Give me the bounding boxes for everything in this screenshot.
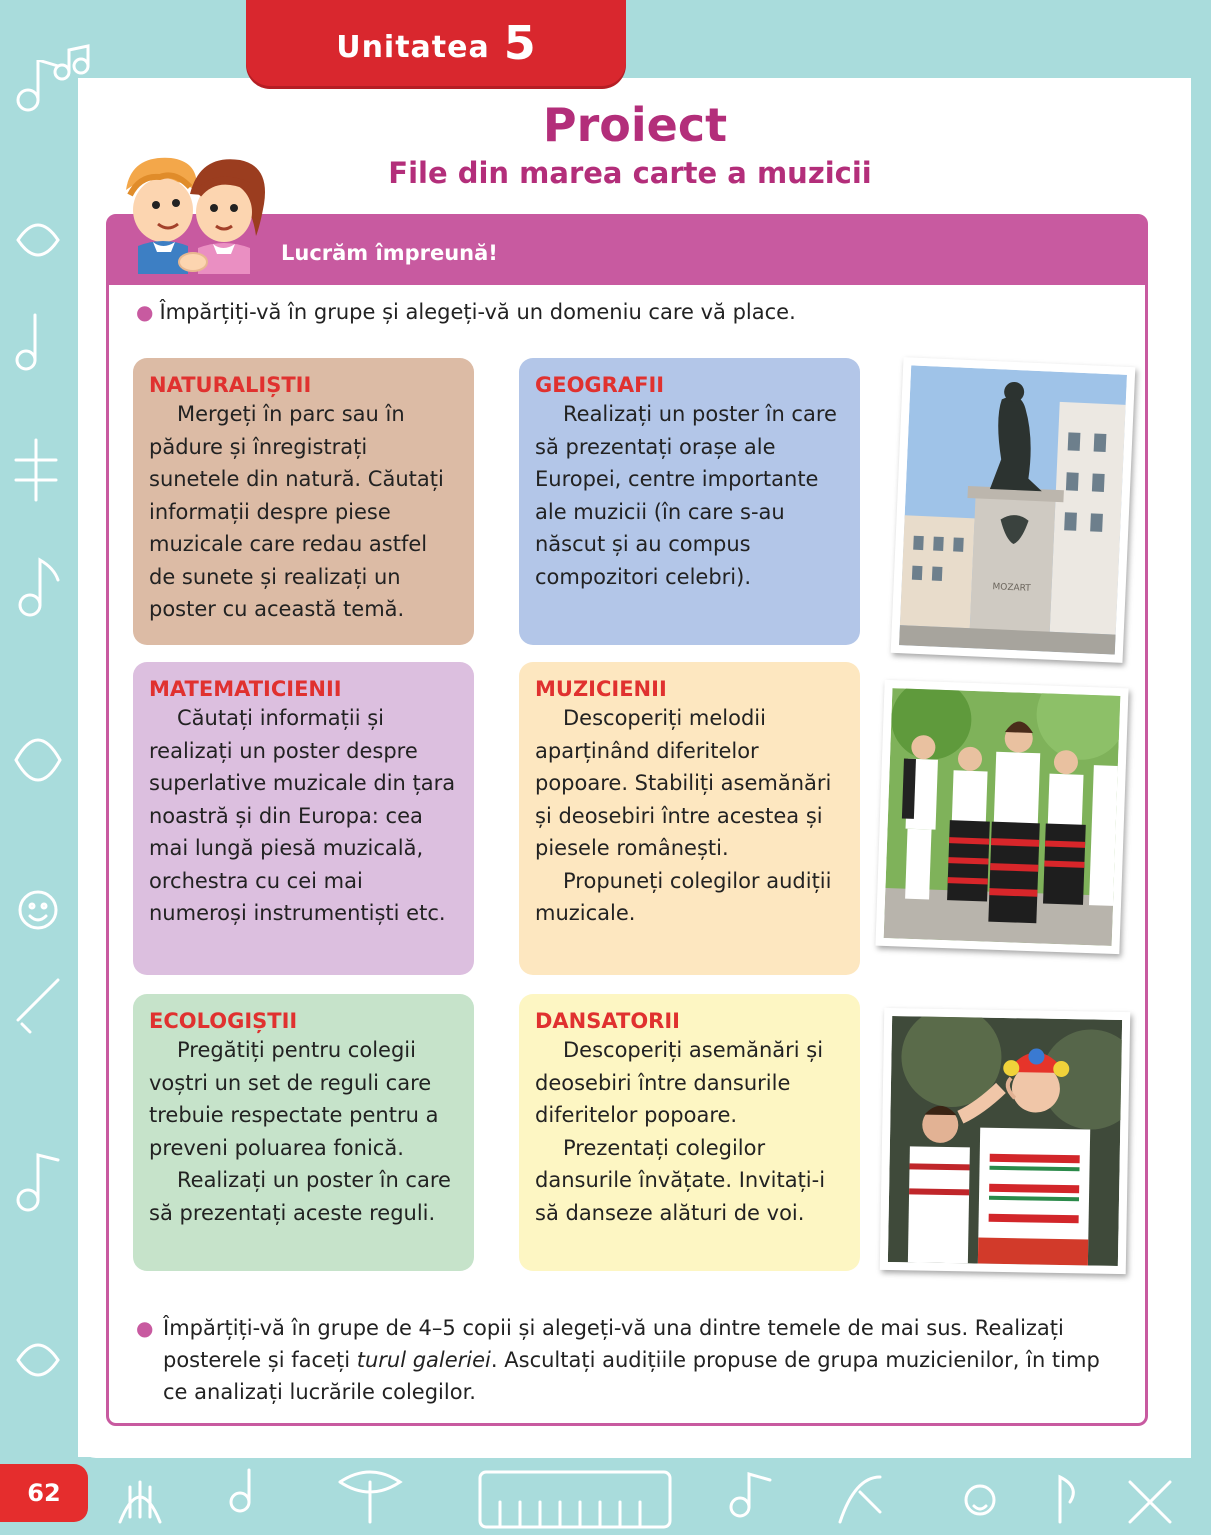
card-text: Realizați un poster în care să prezentați orașe ale Europei, centre importante ale muzicii (în care s-au născut și au compus compozitori celebri). [535,402,837,589]
unit-number: 5 [503,16,536,70]
closing-text-end: . Ascultați audițiile propuse de grupa muzicienilor, în timp ce analizați lucrările colegilor. [163,1348,1100,1404]
card-title: DANSATORII [535,1009,680,1033]
children-illustration-icon [118,150,268,279]
statue-plaque-text: MOZART [992,582,1031,594]
frame-right [1191,0,1211,1535]
photo-folk-singers [875,680,1128,954]
intro-text: Împărțiți-vă în grupe și alegeți-vă un domeniu care vă place. [159,300,796,324]
card-dansatorii [519,994,860,1271]
closing-text-start: Împărțiți-vă în grupe de 4–5 copii și alegeți-vă una dintre temele de mai sus. Realizați posterele și faceți [163,1316,1064,1372]
closing-instruction [136,1312,1121,1408]
card-text: Pregătiți pentru colegii voștri un set de reguli care trebuie respectate pentru a preveni poluarea fonică. [149,1038,439,1160]
card-naturalistii [133,358,474,645]
photo-folk-dancers [880,1008,1131,1274]
card-text: Propuneți colegilor audiții muzicale. [535,868,832,925]
card-text: Căutați informații și realizați un poster despre superlative muzicale din țara noastră și din Europa: cea mai lungă piesă muzicală, orchestra cu cei mai numeroși instrumentiști etc. [149,706,456,925]
page-subtitle: File din marea carte a muzicii [388,156,872,190]
card-text: Mergeți în parc sau în pădure și înregistrați sunetele din natură. Căutați informații despre piese muzicale care redau astfel de sunete și realizați un poster cu această temă. [149,402,444,621]
card-title: GEOGRAFII [535,373,665,397]
card-muzicienii [519,662,860,975]
card-geografii [519,358,860,645]
instruments-doodle-icon [100,1462,1200,1532]
page-title: Proiect [542,98,728,152]
card-title: ECOLOGIȘTII [149,1009,298,1033]
photo-mozart-statue [891,357,1136,663]
bullet-dot-icon: ● [136,1316,154,1340]
page-number: 62 [0,1464,88,1522]
intro-instruction [136,296,1116,328]
card-text: Descoperiți melodii aparținând diferitelor popoare. Stabiliți asemănări și deosebiri între acestea și piesele românești. [535,706,832,860]
unit-tab [246,0,626,86]
closing-text-italic: turul galeriei [356,1348,491,1372]
card-text: Descoperiți asemănări și deosebiri între dansurile diferitelor popoare. [535,1038,824,1127]
card-text: Realizați un poster în care să prezentați aceste reguli. [149,1168,451,1225]
card-title: NATURALIȘTII [149,373,312,397]
sparkle-doodle-icon [48,44,98,84]
music-note-doodle-icon [8,60,70,1460]
card-title: MATEMATICIENII [149,677,342,701]
card-matematicienii [133,662,474,975]
card-text: Prezentați colegilor dansurile învățate. Invitați-i să danseze alături de voi. [535,1135,826,1225]
card-title: MUZICIENII [535,677,667,701]
unit-label: Unitatea [336,29,490,65]
section-label: Lucrăm împreună! [281,241,498,265]
bullet-dot-icon: ● [136,300,154,324]
card-ecologistii [133,994,474,1271]
